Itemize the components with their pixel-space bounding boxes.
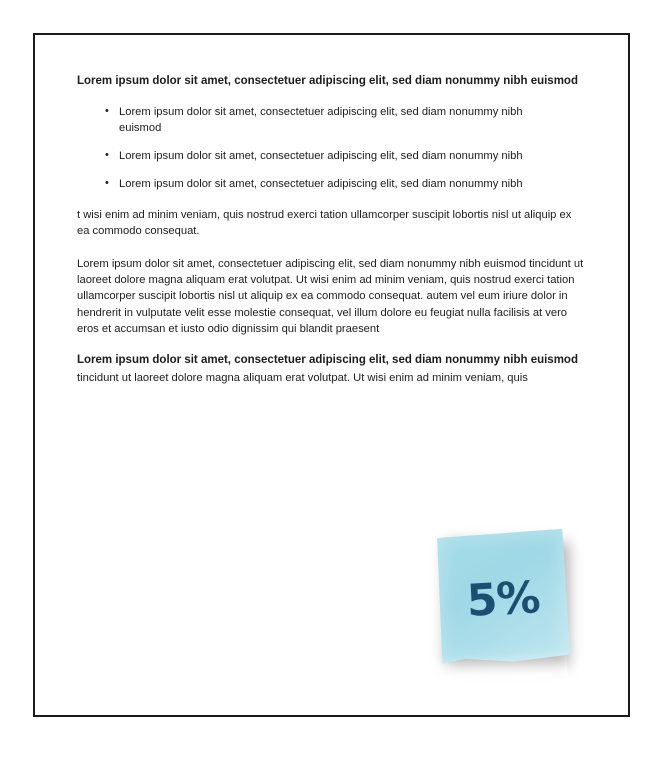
paragraph-3: tincidunt ut laoreet dolore magna aliquam erat volutpat. Ut wisi enim ad minim veniam, quis <box>77 372 528 385</box>
document-body <box>77 73 585 387</box>
document-heading: Lorem ipsum dolor sit amet, consectetuer adipiscing elit, sed diam nonummy nibh euismod <box>77 75 578 87</box>
document-subheading: Lorem ipsum dolor sit amet, consectetuer adipiscing elit, sed diam nonummy nibh euismod <box>77 353 578 366</box>
list-item: • Lorem ipsum dolor sit amet, consectetuer adipiscing elit, sed diam nonummy nibh <box>105 148 585 164</box>
document-page <box>33 33 630 717</box>
bullet-list <box>77 104 585 193</box>
paragraph-2: Lorem ipsum dolor sit amet, consectetuer adipiscing elit, sed diam nonummy nibh euismod tincidunt ut laoreet dolore magna aliquam erat volutpat. Ut wisi enim ad minim veniam, quis nostrud exerci tation ullamcorper suscipit lobortis nisl ut aliquip ex ea commodo consequat. autem vel eum iriure dolor in hendrerit in vulputate velit esse molestie consequat, vel illum dolore eu feugiat nulla facilisis at vero eros et accumsan et iusto odio dignissim qui blandit praesent <box>77 257 584 336</box>
list-item: • Lorem ipsum dolor sit amet, consectetuer adipiscing elit, sed diam nonummy nibh <box>105 176 585 192</box>
sticky-note <box>439 532 579 677</box>
sticky-note-value: 5% <box>465 571 541 627</box>
list-item: • Lorem ipsum dolor sit amet, consectetuer adipiscing elit, sed diam nonummy nibh euismod <box>105 104 585 136</box>
paragraph-1: t wisi enim ad minim veniam, quis nostrud exerci tation ullamcorper suscipit lobortis nisl ut aliquip ex ea commodo consequat. <box>77 208 572 238</box>
